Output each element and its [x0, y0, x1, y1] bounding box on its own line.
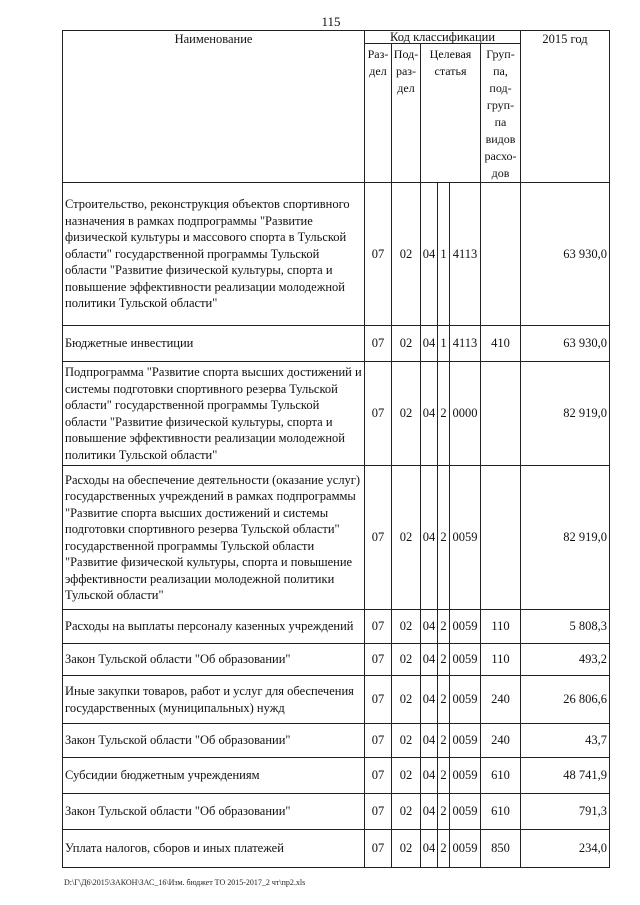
row-razdel: 07: [365, 724, 392, 758]
row-razdel: 07: [365, 466, 392, 610]
header-target: Целевая статья: [421, 44, 481, 183]
row-amount: 5 808,3: [521, 610, 610, 644]
row-target-part2: 2: [438, 794, 450, 830]
row-target-part3: 0059: [450, 610, 481, 644]
row-amount: 63 930,0: [521, 183, 610, 326]
row-amount: 26 806,6: [521, 676, 610, 724]
row-razdel: 07: [365, 183, 392, 326]
table-row: [63, 676, 610, 724]
row-target-part3: 0059: [450, 758, 481, 794]
row-podrazdel: 02: [392, 676, 421, 724]
row-amount: 43,7: [521, 724, 610, 758]
row-group: 850: [481, 830, 521, 868]
row-amount: 63 930,0: [521, 326, 610, 362]
row-group: 110: [481, 644, 521, 676]
header-name: Наименование: [63, 31, 365, 183]
row-razdel: 07: [365, 326, 392, 362]
row-name: Субсидии бюджетным учреждениям: [63, 758, 365, 794]
row-name: Уплата налогов, сборов и иных платежей: [63, 830, 365, 868]
row-name: Бюджетные инвестиции: [63, 326, 365, 362]
table-row: [63, 758, 610, 794]
row-podrazdel: 02: [392, 644, 421, 676]
table-row: [63, 183, 610, 326]
row-amount: 234,0: [521, 830, 610, 868]
row-group: [481, 466, 521, 610]
row-name: Закон Тульской области "Об образовании": [63, 644, 365, 676]
row-razdel: 07: [365, 758, 392, 794]
row-target-part3: 0059: [450, 676, 481, 724]
row-target-part1: 04: [421, 830, 438, 868]
row-target-part2: 2: [438, 610, 450, 644]
row-podrazdel: 02: [392, 183, 421, 326]
row-name: Расходы на обеспечение деятельности (оказание услуг) государственных учреждений в рамках подпрограммы "Развитие спорта высших достижений и системы подготовки спортивного резерва Тульской области" государственной программы Тульской области "Развитие физической культуры, спорта и повышение эффективности реализации молодежной политики Тульской области": [63, 466, 365, 610]
row-amount: 82 919,0: [521, 362, 610, 466]
table-row: [63, 466, 610, 610]
row-razdel: 07: [365, 362, 392, 466]
row-target-part2: 1: [438, 326, 450, 362]
row-group: 240: [481, 724, 521, 758]
row-target-part1: 04: [421, 466, 438, 610]
row-name: Закон Тульской области "Об образовании": [63, 794, 365, 830]
row-podrazdel: 02: [392, 326, 421, 362]
table-row: [63, 610, 610, 644]
row-podrazdel: 02: [392, 362, 421, 466]
row-group: [481, 362, 521, 466]
row-amount: 791,3: [521, 794, 610, 830]
table-row: [63, 794, 610, 830]
row-group: [481, 183, 521, 326]
file-path: D:\Г\Д6\2015\ЗАКОН\ЗАС_16\Изм. бюджет ТО 2015-2017_2 чт\пр2.xls: [64, 878, 306, 887]
table-row: [63, 326, 610, 362]
row-target-part1: 04: [421, 758, 438, 794]
row-group: 240: [481, 676, 521, 724]
row-group: 410: [481, 326, 521, 362]
row-razdel: 07: [365, 830, 392, 868]
row-target-part2: 2: [438, 758, 450, 794]
row-target-part1: 04: [421, 724, 438, 758]
header-classification: Код классификации: [365, 31, 521, 44]
row-target-part3: 0000: [450, 362, 481, 466]
row-target-part1: 04: [421, 362, 438, 466]
row-target-part3: 4113: [450, 326, 481, 362]
row-podrazdel: 02: [392, 724, 421, 758]
budget-table: [62, 30, 610, 868]
row-target-part3: 0059: [450, 830, 481, 868]
row-target-part3: 0059: [450, 794, 481, 830]
row-target-part2: 2: [438, 466, 450, 610]
row-amount: 48 741,9: [521, 758, 610, 794]
row-podrazdel: 02: [392, 466, 421, 610]
row-target-part2: 2: [438, 724, 450, 758]
row-group: 610: [481, 758, 521, 794]
row-target-part3: 0059: [450, 644, 481, 676]
row-target-part3: 0059: [450, 466, 481, 610]
row-amount: 493,2: [521, 644, 610, 676]
row-name: Иные закупки товаров, работ и услуг для обеспечения государственных (муниципальных) нужд: [63, 676, 365, 724]
row-amount: 82 919,0: [521, 466, 610, 610]
table-row: [63, 362, 610, 466]
row-podrazdel: 02: [392, 610, 421, 644]
row-target-part3: 4113: [450, 183, 481, 326]
row-razdel: 07: [365, 610, 392, 644]
header-razdel: Раз- дел: [365, 44, 392, 183]
row-razdel: 07: [365, 794, 392, 830]
row-razdel: 07: [365, 644, 392, 676]
row-target-part1: 04: [421, 676, 438, 724]
row-podrazdel: 02: [392, 830, 421, 868]
row-target-part2: 1: [438, 183, 450, 326]
page-number: 115: [321, 14, 341, 29]
row-target-part1: 04: [421, 326, 438, 362]
table-row: [63, 830, 610, 868]
row-group: 110: [481, 610, 521, 644]
row-target-part3: 0059: [450, 724, 481, 758]
row-target-part2: 2: [438, 676, 450, 724]
row-name: Подпрограмма "Развитие спорта высших достижений и системы подготовки спортивного резерва Тульской области" государственной программы Тульской области "Развитие физической культуры, спорта и повышение эффективности реализации молодежной политики Тульской области": [63, 362, 365, 466]
header-group: Груп- па, под- груп- па видов расхо- дов: [481, 44, 521, 183]
row-name: Строительство, реконструкция объектов спортивного назначения в рамках подпрограммы "Развитие физической культуры и массового спорта в Тульской области" государственной программы Тульской области "Развитие физической культуры, спорта и повышение эффективности реализации молодежной политики Тульской области": [63, 183, 365, 326]
row-target-part1: 04: [421, 183, 438, 326]
row-target-part2: 2: [438, 830, 450, 868]
row-target-part2: 2: [438, 362, 450, 466]
header-year: 2015 год: [521, 31, 610, 183]
row-target-part1: 04: [421, 644, 438, 676]
row-group: 610: [481, 794, 521, 830]
row-razdel: 07: [365, 676, 392, 724]
row-podrazdel: 02: [392, 758, 421, 794]
row-name: Расходы на выплаты персоналу казенных учреждений: [63, 610, 365, 644]
table-row: [63, 644, 610, 676]
row-target-part1: 04: [421, 794, 438, 830]
row-name: Закон Тульской области "Об образовании": [63, 724, 365, 758]
row-target-part2: 2: [438, 644, 450, 676]
table-row: [63, 724, 610, 758]
header-podrazdel: Под- раз- дел: [392, 44, 421, 183]
row-podrazdel: 02: [392, 794, 421, 830]
row-target-part1: 04: [421, 610, 438, 644]
